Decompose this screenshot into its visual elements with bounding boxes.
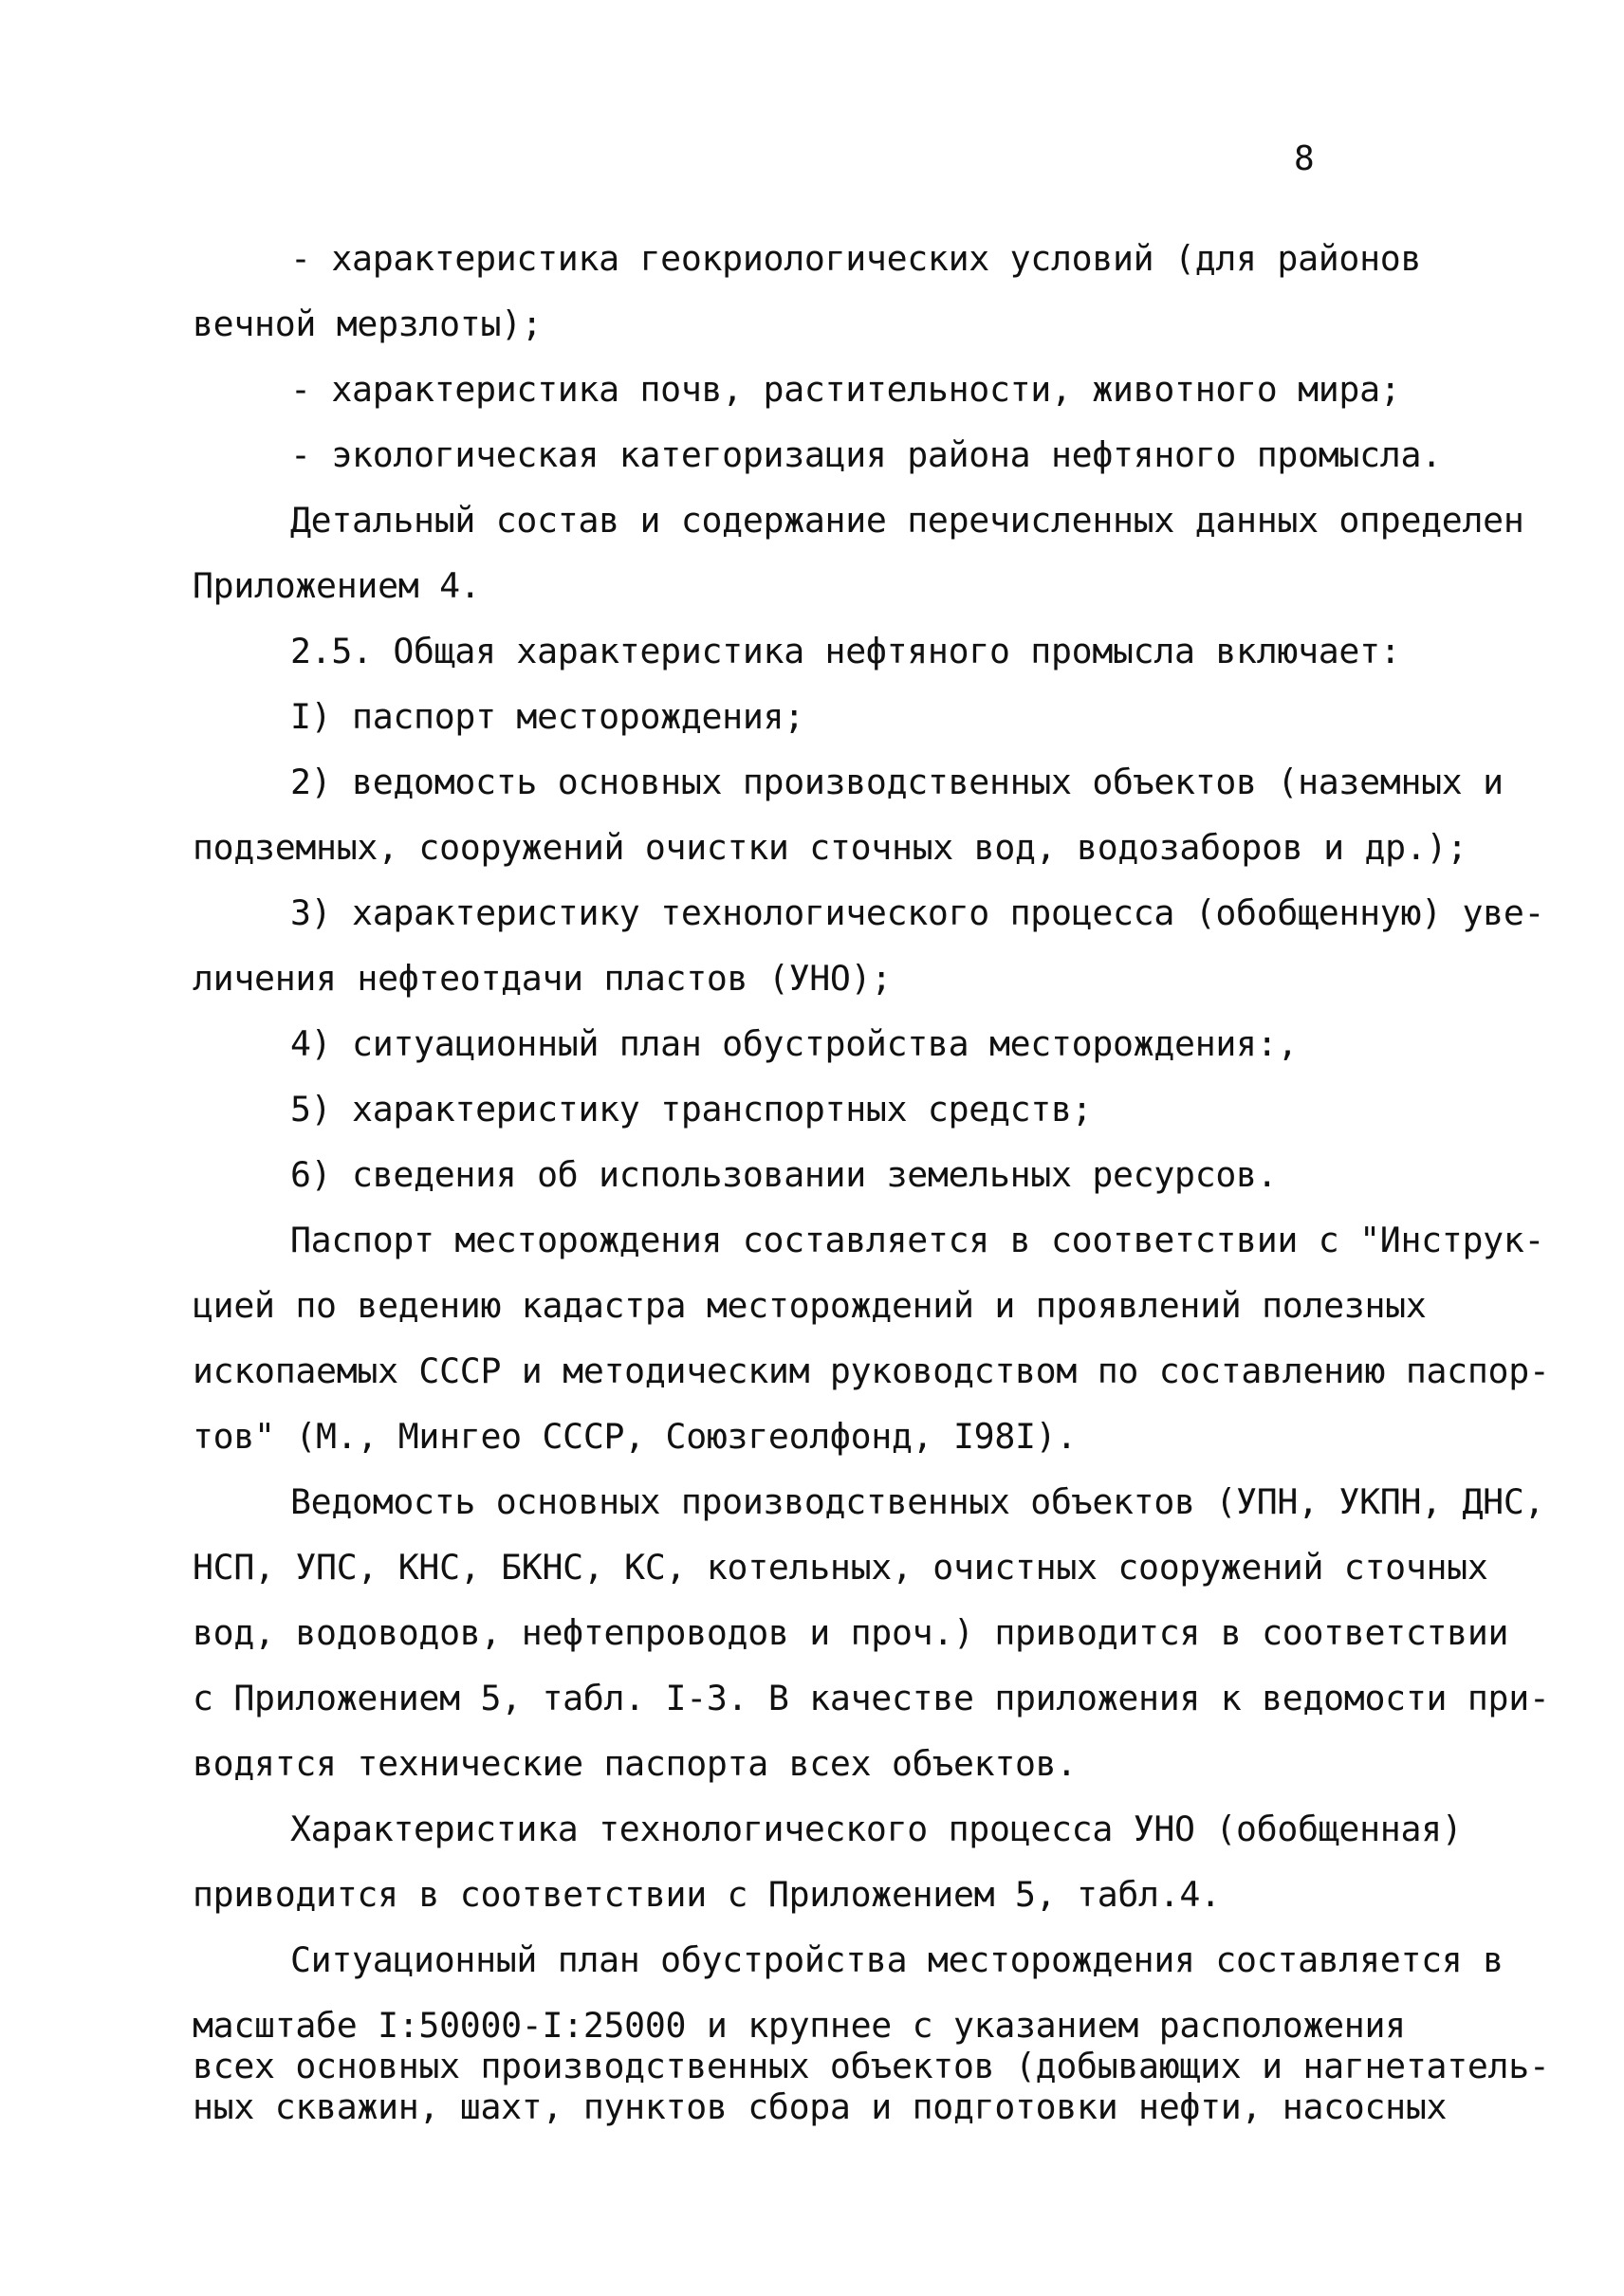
text-line: всех основных производственных объектов (добывающих и нагнетатель- bbox=[193, 2046, 1550, 2086]
text-line: личения нефтеотдачи пластов (УНО); bbox=[193, 958, 892, 999]
text-line: ных скважин, шахт, пунктов сбора и подготовки нефти, насосных bbox=[193, 2086, 1448, 2127]
text-line: Ведомость основных производственных объектов (УПН, УКПН, ДНС, bbox=[290, 1481, 1545, 1522]
text-line: - экологическая категоризация района нефтяного промысла. bbox=[290, 434, 1442, 475]
text-line: вечной мерзлоты); bbox=[193, 303, 543, 344]
text-line: Детальный состав и содержание перечисленных данных определен bbox=[290, 500, 1524, 541]
text-line: 2.5. Общая характеристика нефтяного промысла включает: bbox=[290, 631, 1401, 671]
text-line: водятся технические паспорта всех объектов. bbox=[193, 1743, 1078, 1784]
text-line: - характеристика почв, растительности, животного мира; bbox=[290, 369, 1401, 410]
text-line: I) паспорт месторождения; bbox=[290, 696, 804, 737]
text-line: 2) ведомость основных производственных объектов (наземных и bbox=[290, 762, 1504, 802]
text-line: ископаемых СССР и методическим руководством по составлению паспор- bbox=[193, 1350, 1550, 1391]
text-line: тов" (М., Мингео СССР, Союзгеолфонд, I98I). bbox=[193, 1416, 1078, 1457]
text-line: НСП, УПС, КНС, БКНС, КС, котельных, очистных сооружений сточных bbox=[193, 1547, 1488, 1588]
text-line: Паспорт месторождения составляется в соответствии с "Инструк- bbox=[290, 1220, 1545, 1260]
text-line: с Приложением 5, табл. I-3. В качестве приложения к ведомости при- bbox=[193, 1678, 1550, 1718]
text-line: подземных, сооружений очистки сточных вод, водозаборов и др.); bbox=[193, 827, 1467, 868]
text-line: Характеристика технологического процесса УНО (обобщенная) bbox=[290, 1809, 1463, 1849]
text-line: приводится в соответствии с Приложением 5, табл.4. bbox=[193, 1874, 1221, 1915]
text-line: вод, водоводов, нефтепроводов и проч.) приводится в соответствии bbox=[193, 1612, 1509, 1653]
page-number: 8 bbox=[1294, 139, 1315, 178]
text-line: 4) ситуационный план обустройства месторождения:, bbox=[290, 1023, 1299, 1064]
text-line: 6) сведения об использовании земельных ресурсов. bbox=[290, 1154, 1278, 1195]
text-line: масштабе I:50000-I:25000 и крупнее с указанием расположения bbox=[193, 2005, 1406, 2046]
text-line: - характеристика геокриологических условий (для районов bbox=[290, 238, 1422, 279]
text-line: Приложением 4. bbox=[193, 565, 481, 606]
text-line: Ситуационный план обустройства месторождения составляется в bbox=[290, 1939, 1504, 1980]
text-line: 5) характеристику транспортных средств; bbox=[290, 1089, 1093, 1130]
text-line: цией по ведению кадастра месторождений и проявлений полезных bbox=[193, 1285, 1427, 1326]
text-line: 3) характеристику технологического процесса (обобщенную) уве- bbox=[290, 892, 1545, 933]
